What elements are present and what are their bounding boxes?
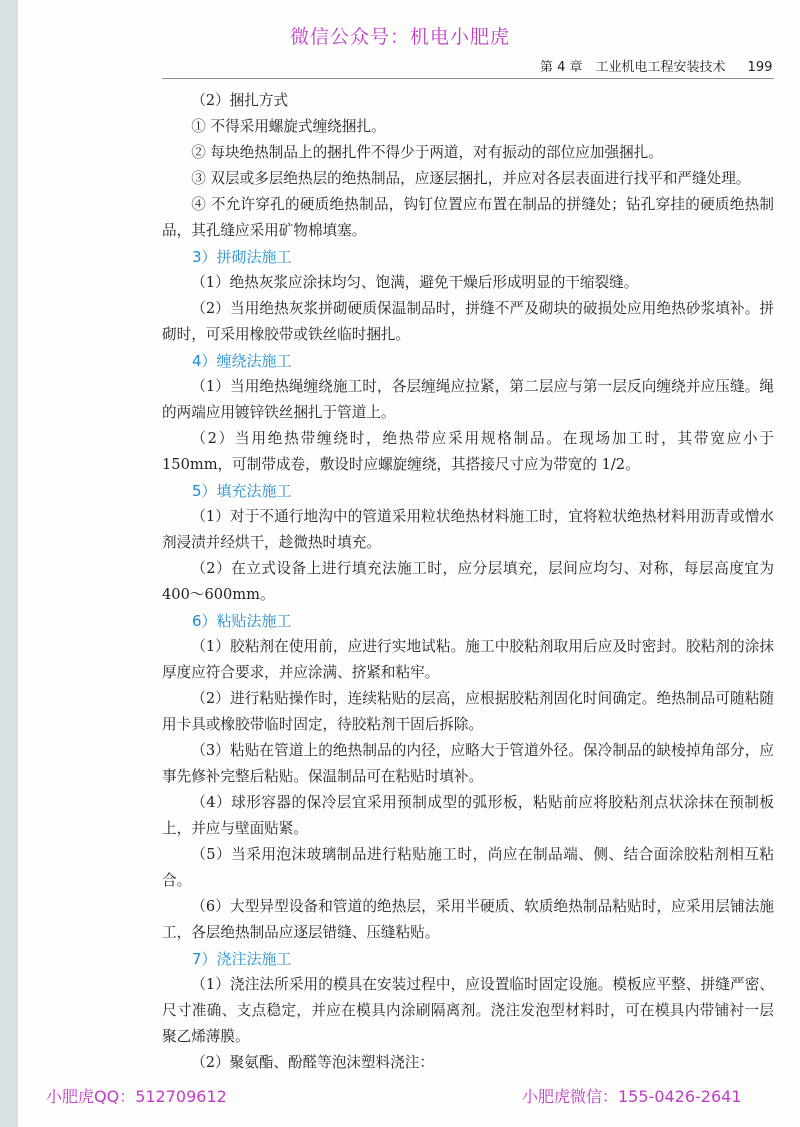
- paragraph: （2）在立式设备上进行填充法施工时，应分层填充，层间应均匀、对称，每层高度宜为 400～600mm。: [162, 560, 774, 603]
- paragraph: （1）当用绝热绳缠绕施工时，各层缠绳应拉紧，第二层应与第一层反向缠绕并应压缝。绳的两端应用镀锌铁丝捆扎于管道上。: [162, 378, 774, 421]
- section-heading: 7）浇注法施工: [192, 950, 292, 968]
- paragraph: （2）当用绝热带缠绕时，绝热带应采用规格制品。在现场加工时，其带宽应小于150mm，可制带成卷，敷设时应螺旋缠绕，其搭接尺寸应为带宽的 1/2。: [162, 430, 774, 473]
- section-heading: 3）拼砌法施工: [192, 248, 292, 266]
- paragraph: （2）当用绝热灰浆拼砌硬质保温制品时，拼缝不严及砌块的破损处应用绝热砂浆填补。拼砌时，可采用橡胶带或铁丝临时捆扎。: [162, 300, 774, 343]
- paragraph: （2）进行粘贴操作时，连续粘贴的层高，应根据胶粘剂固化时间确定。绝热制品可随粘随用卡具或橡胶带临时固定，待胶粘剂干固后拆除。: [162, 690, 774, 733]
- paragraph: （1）胶粘剂在使用前，应进行实地试粘。施工中胶粘剂取用后应及时密封。胶粘剂的涂抹厚度应符合要求，并应涂满、挤紧和粘牢。: [162, 638, 774, 681]
- section-heading: 4）缠绕法施工: [192, 352, 292, 370]
- paragraph: （1）对于不通行地沟中的管道采用粒状绝热材料施工时，宜将粒状绝热材料用沥青或憎水剂浸渍并经烘干，趁微热时填充。: [162, 508, 774, 551]
- paragraph: ② 每块绝热制品上的捆扎件不得少于两道，对有振动的部位应加强捆扎。: [191, 144, 663, 161]
- paragraph: （6）大型异型设备和管道的绝热层，采用半硬质、软质绝热制品粘贴时，应采用层铺法施工，各层绝热制品应逐层错缝、压缝粘贴。: [162, 898, 774, 941]
- watermark-bottom-left: 小肥虎QQ：512709612: [46, 1087, 227, 1106]
- paragraph: （1）绝热灰浆应涂抹均匀、饱满，避免干燥后形成明显的干缩裂缝。: [191, 274, 639, 291]
- paragraph: ③ 双层或多层绝热层的绝热制品，应逐层捆扎，并应对各层表面进行找平和严缝处理。: [191, 170, 751, 187]
- section-heading: 6）粘贴法施工: [192, 612, 292, 630]
- body-text: [162, 88, 774, 1076]
- paragraph: （2）捆扎方式: [191, 92, 289, 109]
- paragraph: （3）粘贴在管道上的绝热制品的内径，应略大于管道外径。保冷制品的缺棱掉角部分，应事先修补完整后粘贴。保温制品可在粘贴时填补。: [162, 742, 774, 785]
- paragraph: ④ 不允许穿孔的硬质绝热制品，钩钉位置应布置在制品的拼缝处；钻孔穿挂的硬质绝热制品，其孔缝应采用矿物棉填塞。: [162, 196, 774, 239]
- paragraph: （4）球形容器的保冷层宜采用预制成型的弧形板，粘贴前应将胶粘剂点状涂抹在预制板上，并应与壁面贴紧。: [162, 794, 774, 837]
- chapter-title: 第 4 章 工业机电工程安装技术: [540, 60, 726, 75]
- paragraph: （1）浇注法所采用的模具在安装过程中，应设置临时固定设施。模板应平整、拼缝严密、尺寸准确、支点稳定，并应在模具内涂刷隔离剂。浇注发泡型材料时，可在模具内带铺衬一层聚乙烯薄膜。: [162, 976, 774, 1045]
- paragraph: （2）聚氨酯、酚醛等泡沫塑料浇注：: [191, 1054, 434, 1071]
- page-number: 199: [747, 60, 773, 75]
- watermark-top: 微信公众号：机电小肥虎: [289, 26, 510, 48]
- running-head: [540, 56, 772, 75]
- section-heading: 5）填充法施工: [192, 482, 292, 500]
- paragraph: ① 不得采用螺旋式缠绕捆扎。: [191, 118, 386, 135]
- watermark-bottom-right: 小肥虎微信：155-0426-2641: [522, 1087, 742, 1106]
- paragraph: （5）当采用泡沫玻璃制品进行粘贴施工时，尚应在制品端、侧、结合面涂胶粘剂相互粘合。: [162, 846, 774, 889]
- header-rule: [162, 78, 774, 79]
